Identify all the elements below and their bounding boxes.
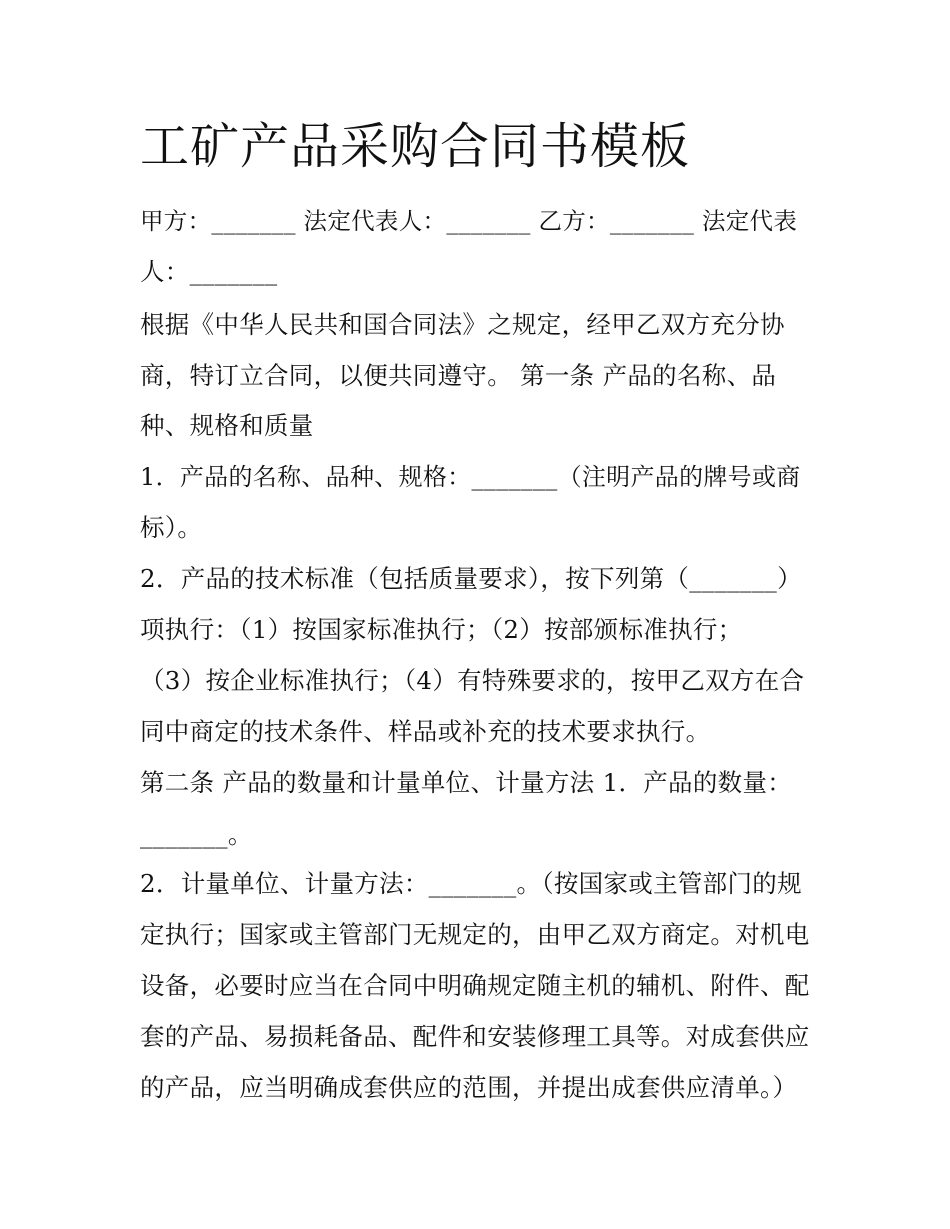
body-line-item1: 1．产品的名称、品种、规格：_______（注明产品的牌号或商 (140, 463, 801, 491)
body-line-article2-cont: _______。 (140, 820, 253, 849)
body-line-measure-cont3: 套的产品、易损耗备品、配件和安装修理工具等。对成套供应 (140, 1022, 810, 1051)
body-line-preamble: 根据《中华人民共和国合同法》之规定，经甲乙双方充分协 (140, 310, 785, 339)
body-line-item2-cont: 项执行：（1）按国家标准执行；（2）按部颁标准执行； (140, 615, 743, 644)
body-line-article2: 第二条 产品的数量和计量单位、计量方法 1．产品的数量： (140, 768, 793, 797)
body-line-item1-cont: 标）。 (140, 513, 203, 542)
body-line-preamble-cont: 商，特订立合同，以便共同遵守。 第一条 产品的名称、品 (140, 361, 777, 390)
body-line-measure-cont: 定执行；国家或主管部门无规定的，由甲乙双方商定。对机电 (140, 920, 810, 949)
body-line-measure-cont4: 的产品，应当明确成套供应的范围，并提出成套供应清单。） (140, 1073, 798, 1102)
document-title: 工矿产品采购合同书模板 (140, 118, 691, 175)
body-line-article1-heading: 种、规格和质量 (140, 411, 314, 440)
body-line-measure: 2．计量单位、计量方法：_______。（按国家或主管部门的规 (140, 869, 802, 898)
body-line-item2: 2．产品的技术标准（包括质量要求），按下列第（_______） (140, 564, 802, 593)
body-line-item2-cont2: （3）按企业标准执行；（4）有特殊要求的，按甲乙双方在合 (140, 666, 805, 695)
body-line-parties-cont: 人：_______ (140, 257, 278, 286)
body-line-parties: 甲方：_______ 法定代表人：_______ 乙方：_______ 法定代表 (140, 207, 798, 235)
body-line-item2-cont3: 同中商定的技术条件、样品或补充的技术要求执行。 (140, 717, 711, 746)
body-line-measure-cont2: 设备，必要时应当在合同中明确规定随主机的辅机、附件、配 (140, 971, 810, 1000)
